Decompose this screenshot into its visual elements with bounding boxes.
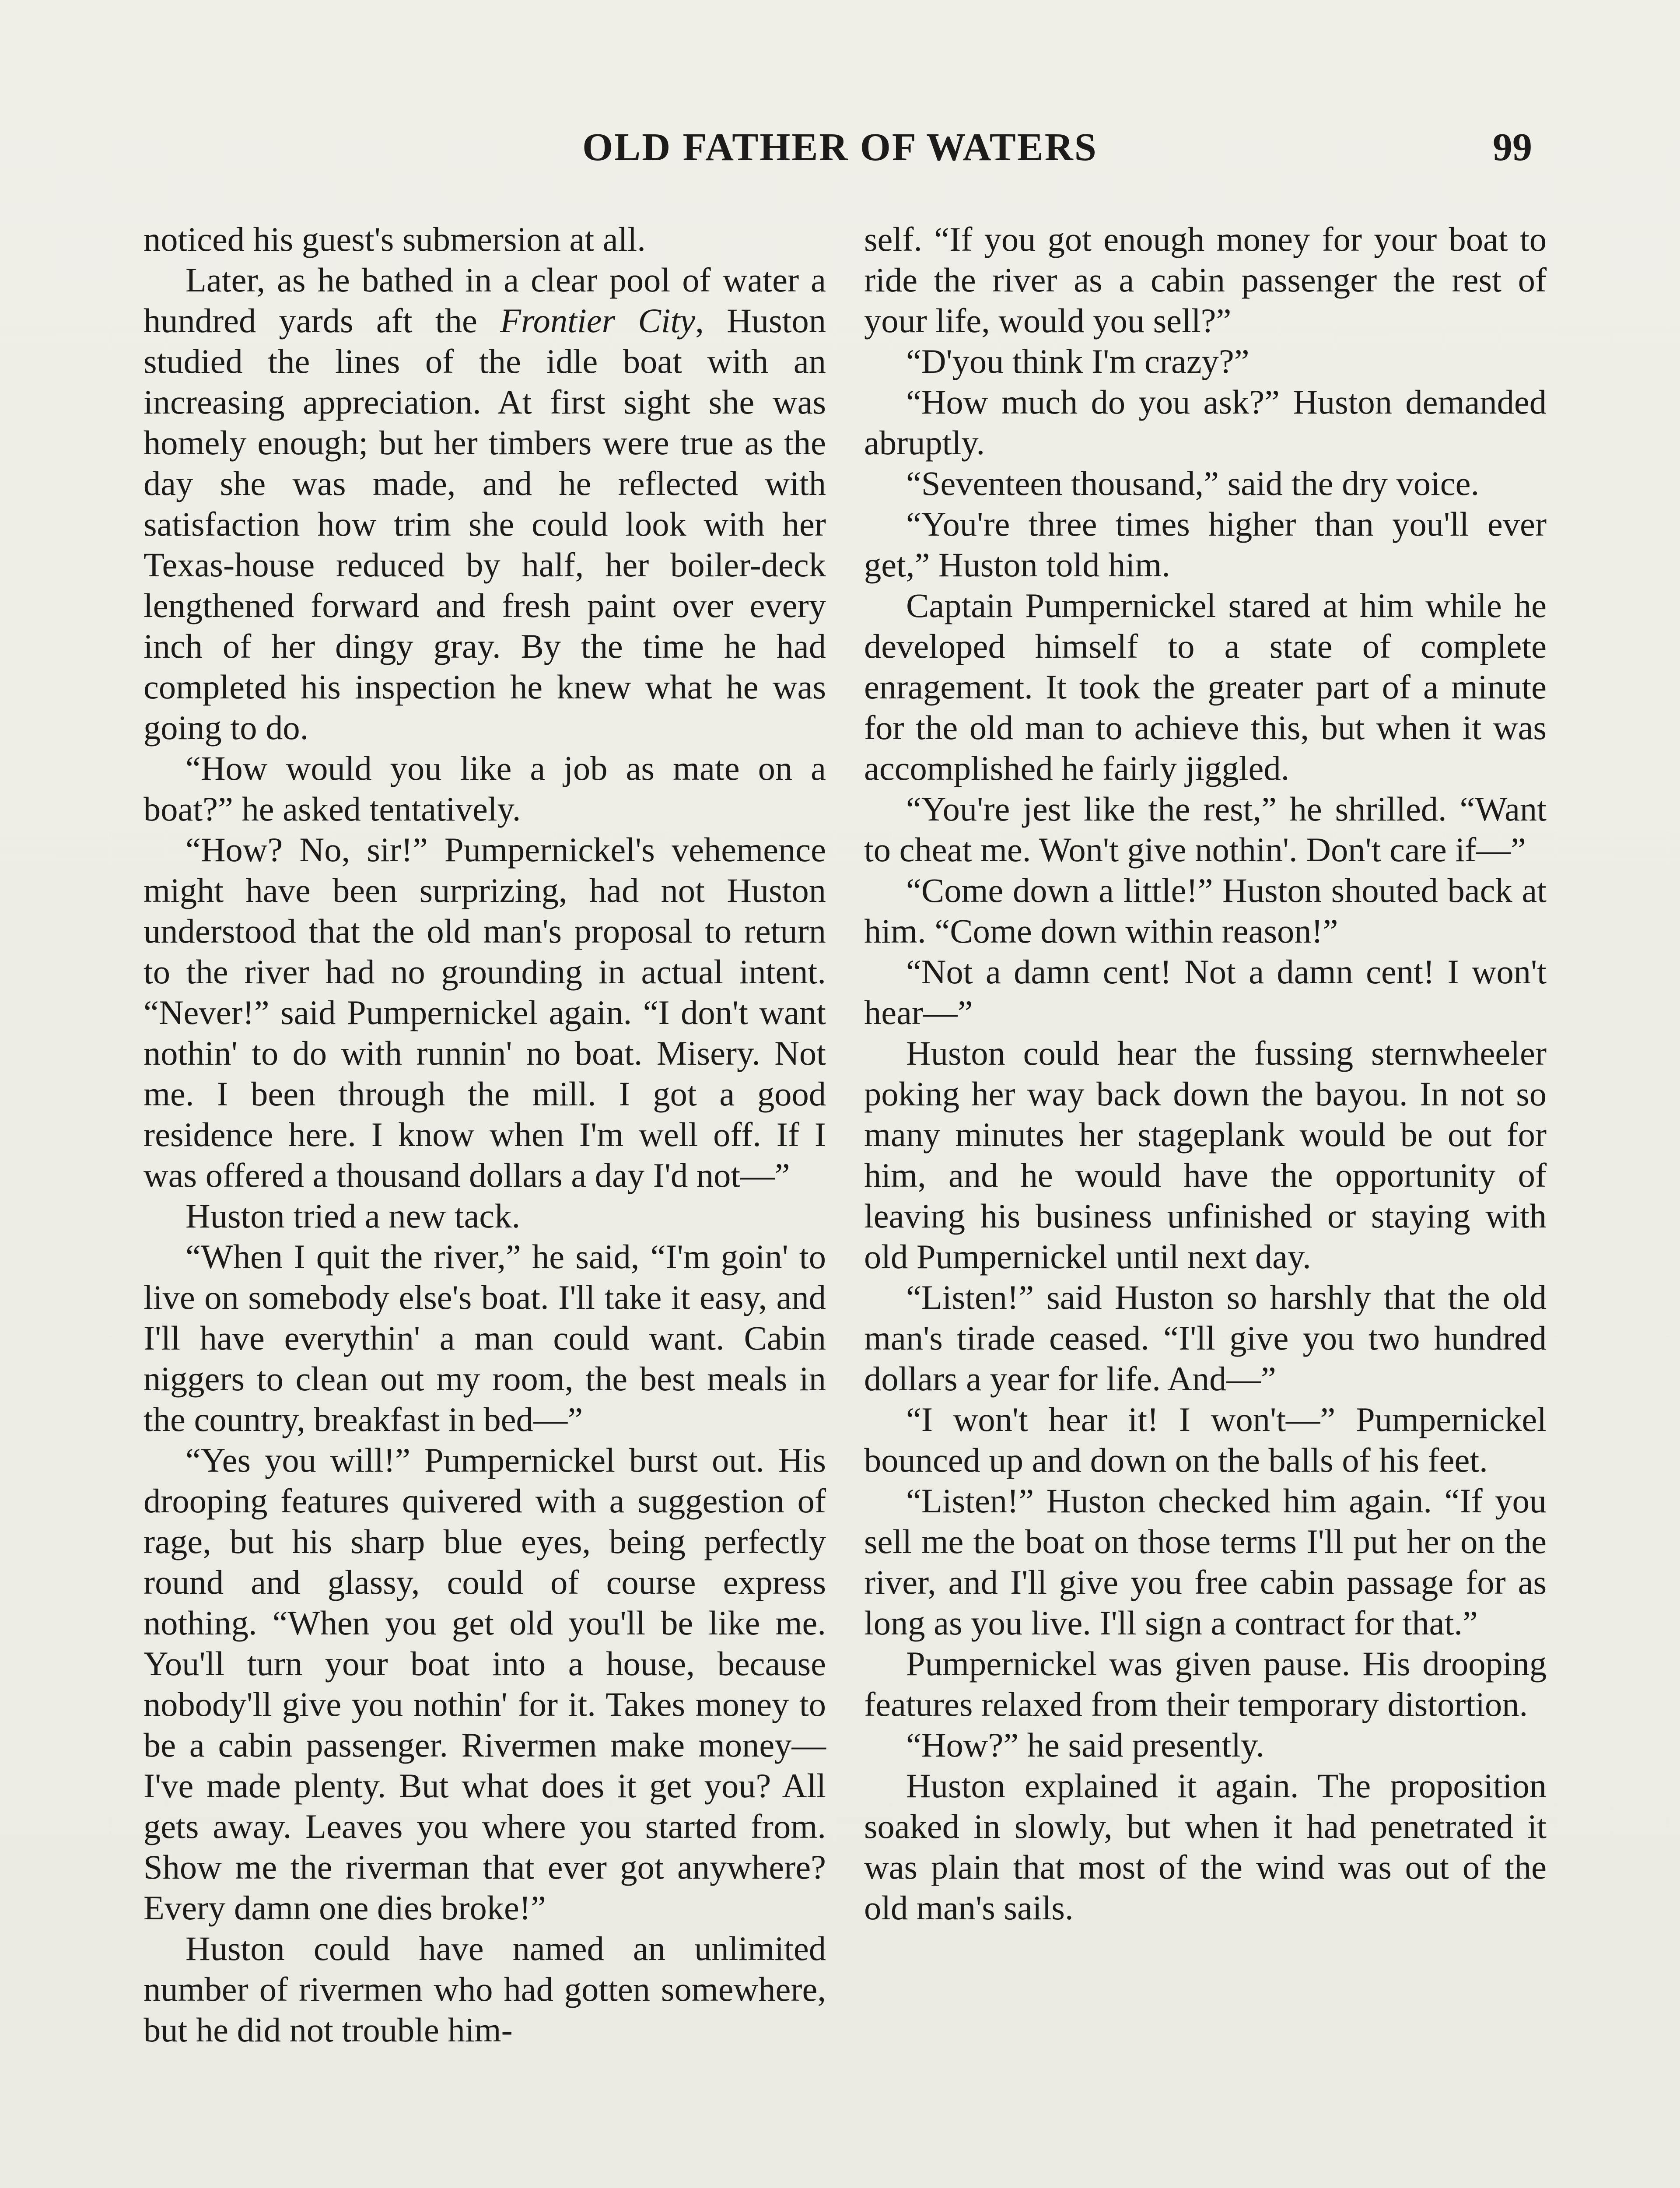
paragraph: “How? No, sir!” Pumpernickel's vehemence might have been surprizing, had not Huston understood that the old man's proposal to return to the river had no grounding in actual intent. “Never!” said Pumpernickel again. “I don't want nothin' to do with runnin' no boat. Misery. Not me. I been through the mill. I got a good residence here. I know when I'm well off. If I was offered a thousand dollars a day I'd not—” (144, 831, 826, 1194)
paragraph: “Listen!” Huston checked him again. “If you sell me the boat on those terms I'll put her on the river, and I'll give you free cabin passage for as long as you live. I'll sign a contract for that.” (864, 1482, 1547, 1642)
paragraph: Huston could have named an unlimited number of rivermen who had gotten somewhere, but he did not trouble him- (144, 1929, 826, 2049)
boat-name: Frontier City (500, 302, 696, 340)
paragraph: “Yes you will!” Pumpernickel burst out. His drooping features quivered with a suggestion of rage, but his sharp blue eyes, being perfectly round and glassy, could of course express nothing. “When you get old you'll be like me. You'll turn your boat into a house, because nobody'll give you nothin' for it. Takes money to be a cabin passenger. Rivermen make money—I've made plenty. But what does it get you? All gets away. Leaves you where you started from. Show me the riverman that ever got anywhere? Every damn one dies broke!” (144, 1441, 826, 1927)
left-column (144, 219, 826, 2050)
running-title: OLD FATHER OF WATERS (582, 126, 1098, 169)
paragraph: Pumpernickel was given pause. His drooping features relaxed from their temporary distortion. (864, 1645, 1547, 1723)
paragraph: self. “If you got enough money for your boat to ride the river as a cabin passenger the rest of your life, would you sell?” (864, 220, 1547, 340)
paragraph: “When I quit the river,” he said, “I'm goin' to live on somebody else's boat. I'll take it easy, and I'll have everythin' a man could want. Cabin niggers to clean out my room, the best meals in the country, breakfast in bed—” (144, 1238, 826, 1438)
paragraph: noticed his guest's submersion at all. (144, 220, 646, 258)
paragraph: “How much do you ask?” Huston demanded abruptly. (864, 383, 1547, 462)
paragraph: Captain Pumpernickel stared at him while he developed himself to a state of complete enragement. It took the greater part of a minute for the old man to achieve this, but when it was accomplished he fairly jiggled. (864, 586, 1547, 787)
paragraph: “Come down a little!” Huston shouted back at him. “Come down within reason!” (864, 871, 1547, 950)
paragraph: “Listen!” said Huston so harshly that the old man's tirade ceased. “I'll give you two hundred dollars a year for life. And—” (864, 1278, 1547, 1398)
paragraph: Huston tried a new tack. (186, 1197, 521, 1235)
paragraph: “You're three times higher than you'll ever get,” Huston told him. (864, 505, 1547, 584)
paragraph: “I won't hear it! I won't—” Pumpernickel bounced up and down on the balls of his feet. (864, 1400, 1547, 1479)
paragraph: “You're jest like the rest,” he shrilled. “Want to cheat me. Won't give nothin'. Don't care if—” (864, 790, 1547, 869)
paragraph-text: , Huston studied the lines of the idle boat with an increasing appreciation. At first sight she was homely enough; but her timbers were true as the day she was made, and he reflected with satisfaction how trim she could look with her Texas-house reduced by half, her boiler-deck lengthened forward and fresh paint over every inch of her dingy gray. By the time he had completed his inspection he knew what he was going to do. (144, 302, 826, 747)
paragraph: “D'you think I'm crazy?” (906, 342, 1250, 380)
paragraph: “How?” he said presently. (906, 1726, 1264, 1764)
paragraph: Huston could hear the fussing sternwheeler poking her way back down the bayou. In not so many minutes her stageplank would be out for him, and he would have the opportunity of leaving his business unfinished or staying with old Pumpernickel until next day. (864, 1034, 1547, 1276)
paragraph-text: Later, as he bathed in a clear pool of water a hundred yards aft the (144, 261, 826, 340)
paragraph (144, 259, 826, 748)
paragraph: Huston explained it again. The proposition soaked in slowly, but when it had penetrated it was plain that most of the wind was out of the old man's sails. (864, 1767, 1547, 1927)
page-number: 99 (1493, 126, 1532, 169)
paragraph: “How would you like a job as mate on a boat?” he asked tentatively. (144, 749, 826, 828)
paragraph: “Not a damn cent! Not a damn cent! I won't hear—” (864, 953, 1547, 1031)
paragraph: “Seventeen thousand,” said the dry voice. (906, 464, 1480, 502)
right-column (864, 219, 1547, 1928)
